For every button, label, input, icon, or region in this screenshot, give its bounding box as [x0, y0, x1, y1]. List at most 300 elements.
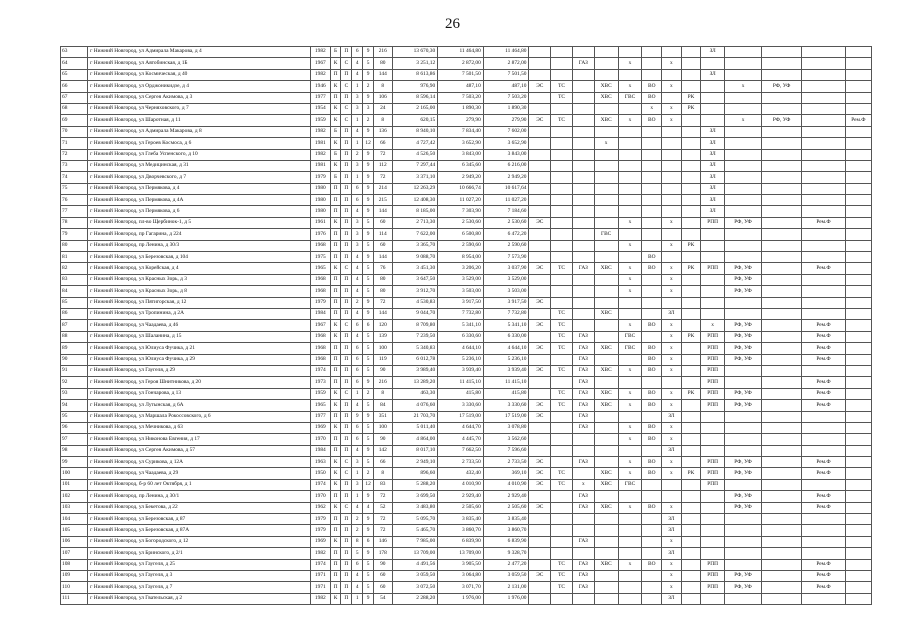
table-cell — [681, 81, 701, 92]
table-cell — [762, 240, 802, 251]
table-cell: 1959 — [311, 115, 331, 126]
table-cell: 8 — [374, 115, 392, 126]
table-cell: 80 — [374, 286, 392, 297]
table-cell: 3 206,20 — [438, 263, 484, 274]
table-cell: Рем.Ф — [802, 582, 845, 593]
table-cell — [594, 491, 618, 502]
table-cell: 1980 — [311, 183, 331, 194]
table-cell: х — [662, 400, 682, 411]
table-cell — [618, 548, 642, 559]
table-cell: 114 — [374, 229, 392, 240]
table-cell: 2 949,10 — [392, 457, 438, 468]
row-number-cell: 85 — [61, 297, 88, 308]
table-cell: П — [341, 92, 352, 103]
table-cell: 4 727,42 — [392, 138, 438, 149]
table-cell: 6 — [352, 47, 363, 58]
table-cell: 4 — [352, 274, 363, 285]
table-cell: К — [330, 160, 341, 171]
address-cell: г Нижний Новгород, ул Никонова Евгения, д 17 — [88, 434, 311, 445]
table-cell: 4 864,00 — [392, 434, 438, 445]
table-cell: 80 — [374, 274, 392, 285]
table-cell — [681, 536, 701, 547]
table-cell — [642, 377, 662, 388]
table-cell: РК — [681, 92, 701, 103]
table-cell — [618, 126, 642, 137]
table-cell — [529, 548, 551, 559]
table-cell — [662, 149, 682, 160]
table-cell — [642, 206, 662, 217]
table-row — [61, 514, 872, 525]
table-cell — [529, 103, 551, 114]
table-cell — [725, 536, 762, 547]
table-cell — [762, 331, 802, 342]
table-cell: ВО — [642, 400, 662, 411]
table-cell — [551, 240, 573, 251]
table-cell — [802, 138, 845, 149]
table-cell — [551, 411, 573, 422]
table-cell: П — [341, 514, 352, 525]
table-cell — [642, 411, 662, 422]
table-cell — [642, 195, 662, 206]
table-cell: С — [341, 502, 352, 513]
table-cell — [845, 195, 871, 206]
table-cell: 7 503,20 — [438, 92, 484, 103]
table-cell: 7 239,50 — [392, 331, 438, 342]
table-cell — [845, 103, 871, 114]
table-cell: П — [341, 582, 352, 593]
table-cell — [762, 138, 802, 149]
table-cell: 1 — [352, 115, 363, 126]
table-cell: 9 — [363, 593, 374, 604]
table-cell — [762, 263, 802, 274]
table-cell: х — [618, 559, 642, 570]
address-cell: г Нижний Новгород, ул Сергея Акимова, д 57 — [88, 445, 311, 456]
table-cell: 9 — [363, 160, 374, 171]
address-cell: г Нижний Новгород, ул Дворчевского, д 7 — [88, 172, 311, 183]
table-cell: 1976 — [311, 229, 331, 240]
table-cell — [529, 331, 551, 342]
table-row — [61, 343, 872, 354]
row-number-cell: 86 — [61, 308, 88, 319]
table-cell — [662, 479, 682, 490]
table-cell: 214 — [374, 183, 392, 194]
table-cell: х — [662, 502, 682, 513]
table-cell — [681, 377, 701, 388]
table-cell: 3 — [352, 457, 363, 468]
row-number-cell: 77 — [61, 206, 88, 217]
address-cell: г Нижний Новгород, ул Маршала Рокоссовского, д 6 — [88, 411, 311, 422]
table-cell: Рем.Ф — [802, 468, 845, 479]
table-cell: 6 — [352, 183, 363, 194]
table-cell: х — [662, 434, 682, 445]
table-cell: 3 — [352, 217, 363, 228]
table-cell — [725, 411, 762, 422]
table-cell: П — [330, 354, 341, 365]
table-cell: ЭС — [529, 365, 551, 376]
address-cell: г Нижний Новгород, ул Березовская, д 104 — [88, 252, 311, 263]
table-cell: РПП — [701, 377, 725, 388]
table-cell: 3 — [352, 479, 363, 490]
table-cell — [551, 286, 573, 297]
table-cell: ГАЗ — [572, 582, 594, 593]
table-row — [61, 582, 872, 593]
table-cell: 12 263,29 — [392, 183, 438, 194]
table-cell: ЭС — [529, 411, 551, 422]
table-cell — [642, 525, 662, 536]
table-cell — [594, 252, 618, 263]
table-cell: 7 732,80 — [483, 308, 529, 319]
table-cell: РФ, УФ — [725, 582, 762, 593]
table-cell: П — [330, 491, 341, 502]
table-cell: ТС — [551, 582, 573, 593]
table-cell: ТС — [551, 331, 573, 342]
table-cell — [662, 126, 682, 137]
row-number-cell: 69 — [61, 115, 88, 126]
table-cell: 5 — [363, 331, 374, 342]
table-cell: 60 — [374, 582, 392, 593]
table-cell: 3 — [352, 92, 363, 103]
table-cell: 9 328,70 — [483, 548, 529, 559]
table-cell: 2 949,20 — [483, 172, 529, 183]
table-cell: 6 345,60 — [438, 160, 484, 171]
table-cell: 10 666,74 — [438, 183, 484, 194]
table-cell: ХВС — [594, 92, 618, 103]
table-cell — [618, 593, 642, 604]
table-cell: 9 — [363, 308, 374, 319]
table-cell — [529, 160, 551, 171]
table-cell: ГАЗ — [572, 263, 594, 274]
table-cell: 5 — [363, 343, 374, 354]
table-cell: ТС — [551, 559, 573, 570]
table-cell — [762, 570, 802, 581]
table-cell — [618, 183, 642, 194]
table-cell: 60 — [374, 217, 392, 228]
table-cell: ВО — [642, 81, 662, 92]
table-cell — [762, 377, 802, 388]
table-cell — [725, 548, 762, 559]
table-cell — [529, 138, 551, 149]
table-cell: 8 596,14 — [392, 92, 438, 103]
table-cell — [701, 445, 725, 456]
table-cell: ТС — [551, 343, 573, 354]
table-cell — [802, 252, 845, 263]
table-cell — [529, 274, 551, 285]
address-cell: г Нижний Новгород, ул Глеба Успенского, д 10 — [88, 149, 311, 160]
table-cell: 3 483,80 — [392, 502, 438, 513]
table-cell — [845, 377, 871, 388]
table-cell — [594, 240, 618, 251]
table-cell — [681, 514, 701, 525]
table-cell: 6 — [363, 320, 374, 331]
table-cell: ВО — [642, 468, 662, 479]
table-cell: 1 890,30 — [438, 103, 484, 114]
address-cell: г Нижний Новгород, ул Пермякова, д 6 — [88, 206, 311, 217]
table-cell: х — [618, 286, 642, 297]
row-number-cell: 106 — [61, 536, 88, 547]
table-cell: РФ, УФ — [725, 263, 762, 274]
address-cell: г Нижний Новгород, ул Березовская, д 87А — [88, 525, 311, 536]
table-cell: ХВС — [594, 502, 618, 513]
table-cell: 3 059,50 — [483, 570, 529, 581]
table-cell: РФ, УФ — [725, 468, 762, 479]
table-cell: 7 573,90 — [483, 252, 529, 263]
table-cell: РПП — [701, 354, 725, 365]
table-cell: П — [341, 422, 352, 433]
table-cell — [572, 548, 594, 559]
table-cell: 6 — [352, 434, 363, 445]
table-cell: РФ, УФ — [725, 354, 762, 365]
table-cell — [594, 172, 618, 183]
table-cell: 112 — [374, 160, 392, 171]
table-cell — [594, 354, 618, 365]
table-cell: 2 — [352, 525, 363, 536]
table-cell — [845, 81, 871, 92]
address-cell: г Нижний Новгород, ул Шаротная, д 11 — [88, 115, 311, 126]
table-row — [61, 593, 872, 604]
row-number-cell: 76 — [61, 195, 88, 206]
table-cell: РФ, УФ — [762, 115, 802, 126]
table-cell — [618, 308, 642, 319]
table-cell: П — [330, 570, 341, 581]
table-cell: х — [701, 320, 725, 331]
table-cell — [642, 160, 662, 171]
table-row — [61, 411, 872, 422]
table-cell: 1968 — [311, 343, 331, 354]
table-cell — [572, 47, 594, 58]
table-cell: РФ, УФ — [725, 388, 762, 399]
table-cell — [725, 138, 762, 149]
table-cell: 2 165,00 — [392, 103, 438, 114]
table-cell: 896,60 — [392, 468, 438, 479]
address-cell: г Нижний Новгород, ул Лутынская, д 6А — [88, 400, 311, 411]
table-cell — [762, 183, 802, 194]
table-cell — [529, 536, 551, 547]
table-cell — [845, 343, 871, 354]
table-cell: Рем.Ф — [802, 559, 845, 570]
table-cell: ГАЗ — [572, 400, 594, 411]
table-cell — [551, 252, 573, 263]
table-cell: ГАЗ — [572, 559, 594, 570]
table-cell — [725, 479, 762, 490]
table-cell: 90 — [374, 434, 392, 445]
table-cell: х — [618, 320, 642, 331]
table-cell — [762, 103, 802, 114]
table-cell: 1 — [352, 468, 363, 479]
table-cell — [551, 297, 573, 308]
table-cell — [681, 479, 701, 490]
table-cell: 9 — [363, 149, 374, 160]
table-cell: 976,90 — [392, 81, 438, 92]
table-cell: 3 365,70 — [392, 240, 438, 251]
table-cell: 7 834,40 — [438, 126, 484, 137]
table-cell: х — [618, 400, 642, 411]
table-cell — [551, 138, 573, 149]
table-cell: 6 472,20 — [483, 229, 529, 240]
table-cell — [845, 570, 871, 581]
table-cell: 2 131,00 — [483, 582, 529, 593]
table-cell — [642, 149, 662, 160]
table-cell: ТС — [551, 468, 573, 479]
table-cell — [845, 149, 871, 160]
table-cell: Рем.Ф — [802, 570, 845, 581]
table-cell — [572, 286, 594, 297]
table-cell — [551, 160, 573, 171]
table-cell: С — [341, 468, 352, 479]
page-number: 26 — [445, 16, 460, 32]
row-number-cell: 100 — [61, 468, 88, 479]
table-cell — [845, 593, 871, 604]
table-cell: П — [341, 411, 352, 422]
table-cell — [701, 252, 725, 263]
address-cell: г Нижний Новгород, ул Орджоникидзе, д 4 — [88, 81, 311, 92]
table-cell: П — [341, 217, 352, 228]
table-cell — [762, 274, 802, 285]
table-cell: 3 059,50 — [392, 570, 438, 581]
table-cell — [845, 331, 871, 342]
table-cell — [762, 548, 802, 559]
table-cell: П — [341, 400, 352, 411]
table-cell: П — [341, 138, 352, 149]
table-cell — [802, 115, 845, 126]
table-cell: 5 — [363, 217, 374, 228]
table-cell — [762, 47, 802, 58]
table-cell: РПП — [701, 263, 725, 274]
table-cell: П — [330, 286, 341, 297]
table-cell — [594, 69, 618, 80]
table-cell — [642, 274, 662, 285]
table-cell — [529, 582, 551, 593]
table-cell: 3 064,80 — [438, 570, 484, 581]
table-cell: Рем.Ф — [802, 491, 845, 502]
table-cell: 6 — [352, 354, 363, 365]
table-cell: 10 617,64 — [483, 183, 529, 194]
table-cell: Рем.Ф — [802, 400, 845, 411]
table-cell: П — [341, 445, 352, 456]
table-cell: 1971 — [311, 570, 331, 581]
table-cell: 3 — [352, 240, 363, 251]
row-number-cell: 70 — [61, 126, 88, 137]
table-cell — [529, 206, 551, 217]
table-row — [61, 58, 872, 69]
row-number-cell: 96 — [61, 422, 88, 433]
table-cell: х — [618, 365, 642, 376]
table-cell — [725, 183, 762, 194]
table-cell — [529, 229, 551, 240]
table-cell: 4 — [352, 582, 363, 593]
table-cell: 7 622,00 — [392, 229, 438, 240]
table-cell: 3 562,60 — [483, 434, 529, 445]
table-cell — [762, 229, 802, 240]
table-cell: 144 — [374, 206, 392, 217]
table-cell — [594, 149, 618, 160]
table-cell: х — [725, 81, 762, 92]
address-cell: г Нижний Новгород, ул Чаадаева, д 29 — [88, 468, 311, 479]
table-row — [61, 240, 872, 251]
table-cell — [701, 593, 725, 604]
table-cell: 11 027,20 — [483, 195, 529, 206]
table-cell — [529, 525, 551, 536]
table-cell: 5 — [363, 274, 374, 285]
table-cell: ТС — [551, 81, 573, 92]
table-cell: 12 408,30 — [392, 195, 438, 206]
table-cell: 76 — [374, 263, 392, 274]
table-cell — [845, 536, 871, 547]
table-cell — [618, 149, 642, 160]
table-cell — [762, 479, 802, 490]
address-cell: г Нижний Новгород, ул Пятигорская, д 12 — [88, 297, 311, 308]
table-cell — [681, 343, 701, 354]
table-cell — [725, 103, 762, 114]
table-cell — [662, 297, 682, 308]
table-cell — [572, 92, 594, 103]
table-cell — [762, 354, 802, 365]
table-cell: ХВС — [594, 308, 618, 319]
table-cell: РФ, УФ — [725, 320, 762, 331]
row-number-cell: 99 — [61, 457, 88, 468]
table-cell: С — [341, 320, 352, 331]
table-cell: 4 — [352, 570, 363, 581]
table-cell: 2 733,50 — [438, 457, 484, 468]
table-cell: С — [341, 103, 352, 114]
address-cell: г Нижний Новгород, ул Черняховского, д 7 — [88, 103, 311, 114]
table-cell: 4 010,90 — [483, 479, 529, 490]
row-number-cell: 110 — [61, 582, 88, 593]
table-cell — [762, 536, 802, 547]
table-row — [61, 229, 872, 240]
building-register-table — [60, 46, 872, 605]
table-cell: П — [341, 149, 352, 160]
table-cell: С — [341, 81, 352, 92]
table-cell: ХВС — [594, 263, 618, 274]
table-cell — [845, 365, 871, 376]
table-cell — [762, 491, 802, 502]
table-cell — [662, 491, 682, 502]
table-cell — [725, 47, 762, 58]
table-cell: 2 530,60 — [438, 217, 484, 228]
table-cell: П — [330, 445, 341, 456]
table-cell: Б — [330, 126, 341, 137]
table-cell — [551, 217, 573, 228]
row-number-cell: 104 — [61, 514, 88, 525]
table-cell: ЗЛ — [701, 195, 725, 206]
table-cell: 4 445,70 — [438, 434, 484, 445]
table-cell: ЗЛ — [701, 172, 725, 183]
table-cell: ГАЗ — [572, 343, 594, 354]
table-cell — [681, 149, 701, 160]
table-cell: 9 — [363, 514, 374, 525]
table-cell — [681, 172, 701, 183]
table-cell: ГАЗ — [572, 457, 594, 468]
address-cell: г Нижний Новгород, ул Космическая, д 40 — [88, 69, 311, 80]
table-cell — [845, 126, 871, 137]
table-cell — [762, 297, 802, 308]
table-cell: 8 — [374, 388, 392, 399]
table-cell — [529, 58, 551, 69]
table-cell: 1968 — [311, 274, 331, 285]
table-cell: 17 519,00 — [438, 411, 484, 422]
table-cell — [802, 240, 845, 251]
table-cell: х — [662, 320, 682, 331]
table-row — [61, 103, 872, 114]
table-cell: ВО — [642, 559, 662, 570]
table-cell: х — [618, 58, 642, 69]
table-cell: Б — [330, 47, 341, 58]
table-cell: х — [662, 115, 682, 126]
address-cell: г Нижний Новгород, ул Медицинская, д 31 — [88, 160, 311, 171]
table-cell: 84 — [374, 400, 392, 411]
table-cell — [594, 297, 618, 308]
table-cell — [529, 388, 551, 399]
